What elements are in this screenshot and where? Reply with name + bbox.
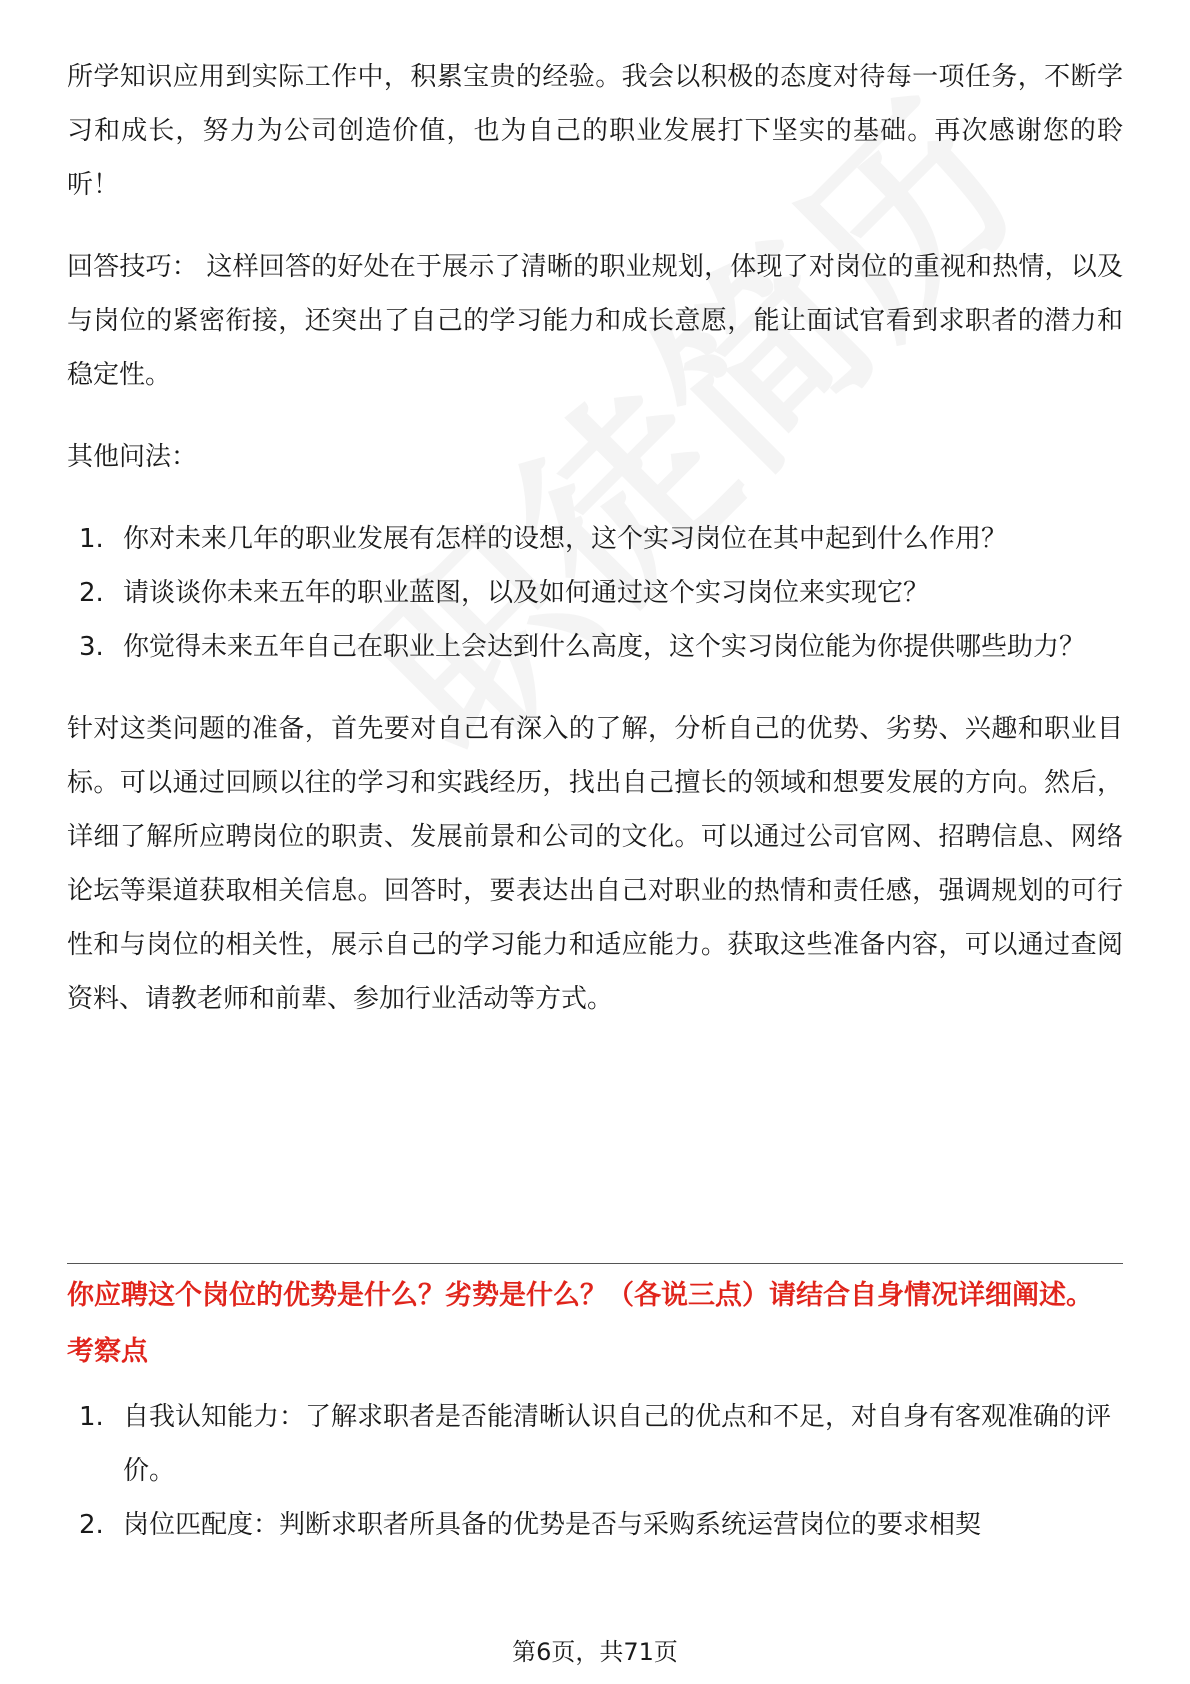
list-item-number: 3.: [79, 632, 104, 662]
other-questions-list: [67, 512, 1123, 674]
list-item-text: 自我认知能力：了解求职者是否能清晰认识自己的优点和不足，对自身有客观准确的评价。: [123, 1402, 1112, 1486]
section-divider: [67, 1263, 1123, 1264]
question-title: 你应聘这个岗位的优势是什么？劣势是什么？（各说三点）请结合自身情况详细阐述。: [67, 1280, 1093, 1311]
other-questions-label: 其他问法：: [67, 442, 198, 472]
paragraph-answer-tips: [67, 240, 1123, 402]
list-item-text: 你觉得未来五年自己在职业上会达到什么高度，这个实习岗位能为你提供哪些助力？: [123, 632, 1086, 662]
list-item-number: 1.: [79, 1402, 104, 1432]
page-number-footer: 第6页，共71页: [512, 1638, 678, 1666]
list-item-number: 1.: [79, 524, 104, 554]
other-questions-label-block: [67, 430, 1123, 484]
exam-points-label: 考察点: [67, 1336, 148, 1367]
preparation-text: 针对这类问题的准备，首先要对自己有深入的了解，分析自己的优势、劣势、兴趣和职业目标。可以通过回顾以往的学习和实践经历，找出自己擅长的领域和想要发展的方向。然后，详细了解所应聘岗位的职责、发展前景和公司的文化。可以通过公司官网、招聘信息、网络论坛等渠道获取相关信息。回答时，要表达出自己对职业的热情和责任感，强调规划的可行性和与岗位的相关性，展示自己的学习能力和适应能力。获取这些准备内容，可以通过查阅资料、请教老师和前辈、参加行业活动等方式。: [67, 714, 1123, 1014]
answer-tips-text: 回答技巧： 这样回答的好处在于展示了清晰的职业规划，体现了对岗位的重视和热情，以及与岗位的紧密衔接，还突出了自己的学习能力和成长意愿，能让面试官看到求职者的潜力和稳定性。: [67, 252, 1123, 390]
list-item: [67, 512, 1123, 566]
list-item-text: 你对未来几年的职业发展有怎样的设想，这个实习岗位在其中起到什么作用？: [123, 524, 1008, 554]
preparation-paragraph: [67, 702, 1123, 1026]
exam-points-list: [67, 1390, 1123, 1552]
list-item: [67, 1390, 1123, 1498]
paragraph-1-text: 所学知识应用到实际工作中，积累宝贵的经验。我会以积极的态度对待每一项任务，不断学习和成长，努力为公司创造价值，也为自己的职业发展打下坚实的基础。再次感谢您的聆听！: [67, 62, 1123, 200]
question-section: [67, 1276, 1123, 1552]
list-item: [67, 1498, 1123, 1552]
list-item-number: 2.: [79, 1510, 104, 1540]
list-item-text: 岗位匹配度：判断求职者所具备的优势是否与采购系统运营岗位的要求相契: [123, 1510, 982, 1540]
list-item: [67, 620, 1123, 674]
other-questions-list-block: [67, 512, 1123, 674]
page-body: [67, 50, 1123, 1054]
list-item-text: 请谈谈你未来五年的职业蓝图，以及如何通过这个实习岗位来实现它？: [123, 578, 930, 608]
paragraph-1: [67, 50, 1123, 212]
list-item-number: 2.: [79, 578, 104, 608]
list-item: [67, 566, 1123, 620]
